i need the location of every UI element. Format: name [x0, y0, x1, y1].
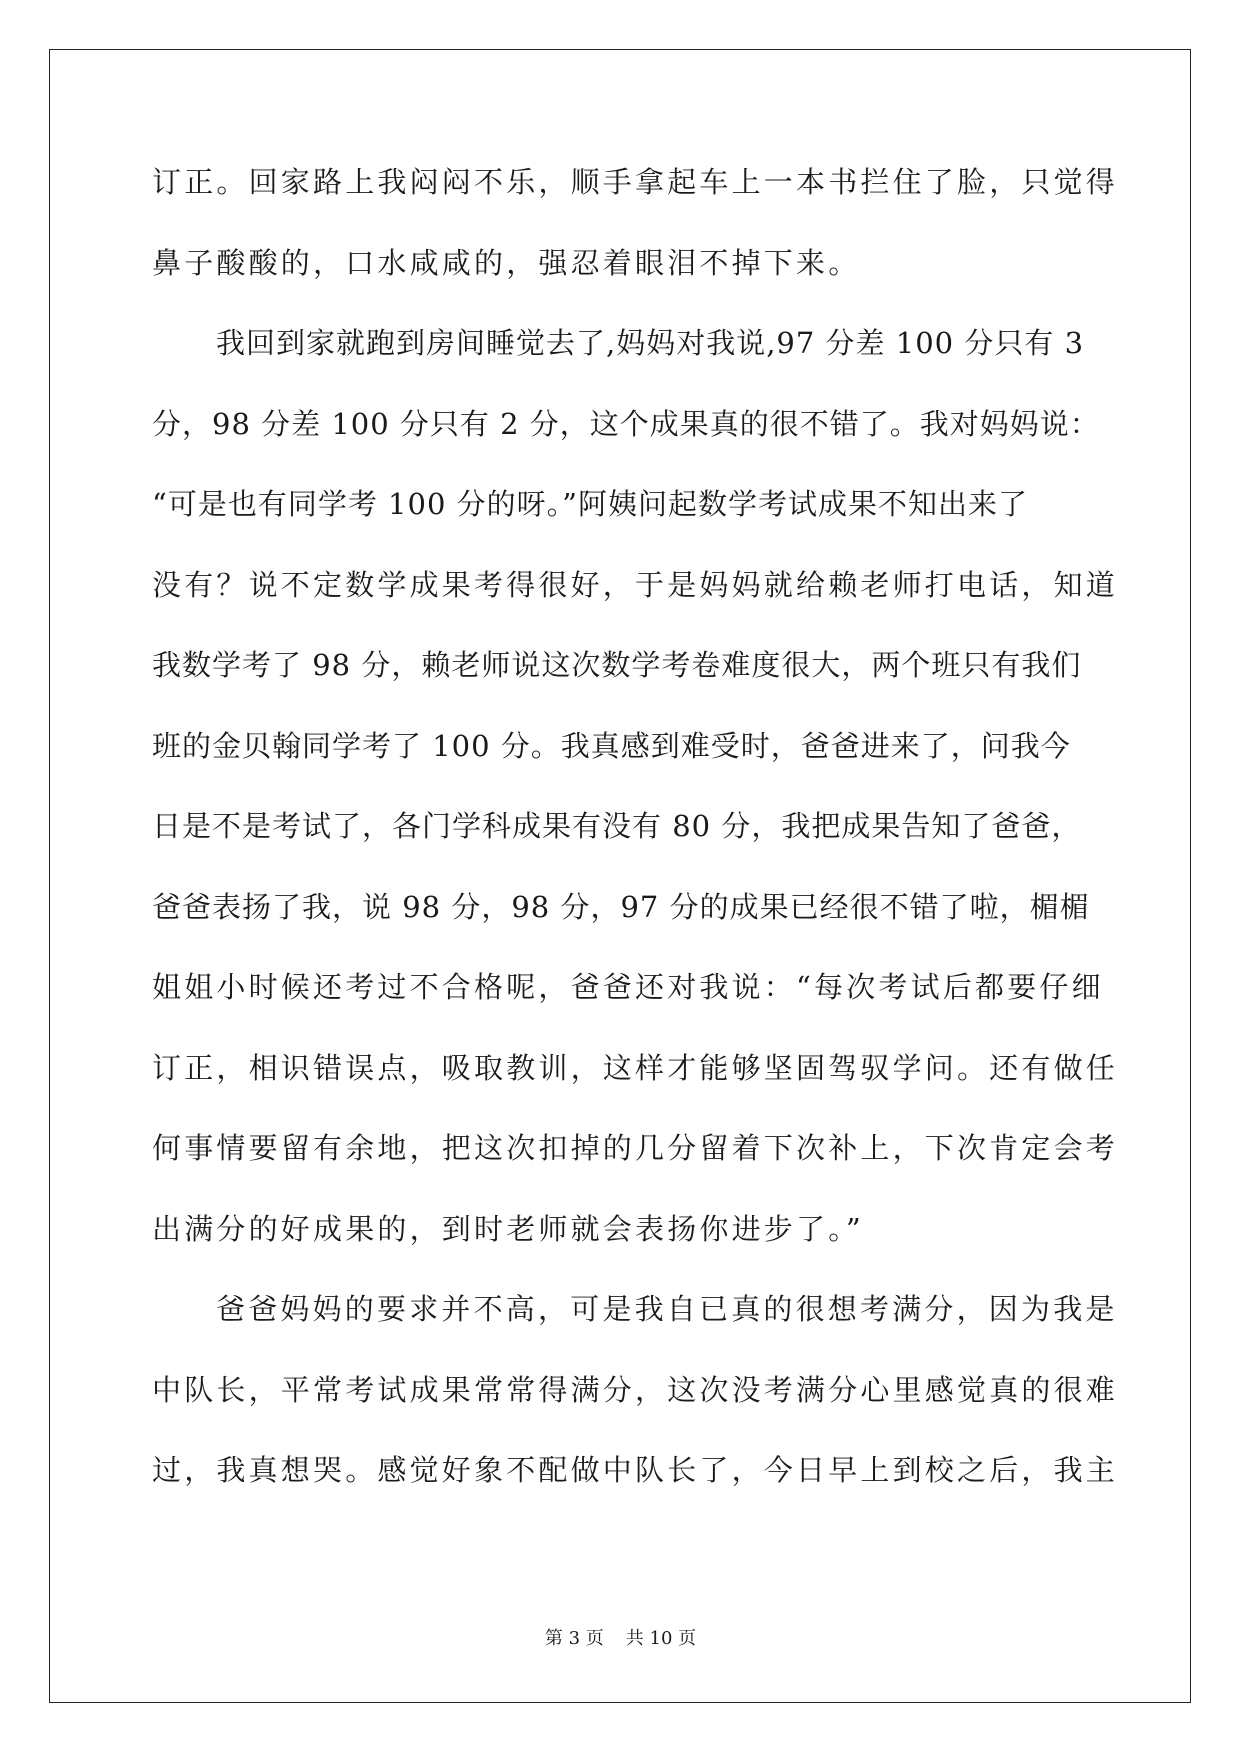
text-line: 订正。回家路上我闷闷不乐，顺手拿起车上一本书拦住了脸，只觉得	[152, 165, 1119, 199]
body-text	[152, 162, 1119, 1531]
text-line: 过，我真想哭。感觉好象不配做中队长了，今日早上到校之后，我主	[152, 1453, 1119, 1487]
text-line: 何事情要留有余地，把这次扣掉的几分留着下次补上，下次肯定会考	[152, 1131, 1119, 1165]
page-total: 共 10 页	[625, 1628, 697, 1649]
text-line: 班的金贝翰同学考了 100 分。我真感到难受时，爸爸进来了，问我今	[152, 728, 1071, 763]
text-line: 我数学考了 98 分，赖老师说这次数学考卷难度很大，两个班只有我们	[152, 648, 1082, 682]
text-line: “可是也有同学考 100 分的呀。”阿姨问起数学考试成果不知出来了	[152, 487, 1028, 521]
text-line: 鼻子酸酸的，口水咸咸的，强忍着眼泪不掉下来。	[152, 245, 861, 280]
text-line: 爸爸妈妈的要求并不高，可是我自已真的很想考满分，因为我是	[216, 1292, 1118, 1326]
text-line: 姐姐小时候还考过不合格呢，爸爸还对我说：“每次考试后都要仔细	[152, 970, 1104, 1004]
page-footer	[0, 1624, 1241, 1650]
text-line: 订正，相识错误点，吸取教训，这样才能够坚固驾驭学问。还有做任	[152, 1050, 1119, 1085]
text-line: 日是不是考试了，各门学科成果有没有 80 分，我把成果告知了爸爸，	[152, 809, 1082, 843]
text-line: 出满分的好成果的，到时老师就会表扬你进步了。”	[152, 1211, 864, 1246]
text-line: 爸爸表扬了我，说 98 分，98 分，97 分的成果已经很不错了啦，楣楣	[152, 889, 1090, 924]
text-line: 没有？说不定数学成果考得很好，于是妈妈就给赖老师打电话，知道	[152, 567, 1119, 602]
text-line: 中队长，平常考试成果常常得满分，这次没考满分心里感觉真的很难	[152, 1372, 1119, 1407]
text-line: 我回到家就跑到房间睡觉去了,妈妈对我说,97 分差 100 分只有 3	[216, 326, 1085, 360]
text-line: 分，98 分差 100 分只有 2 分，这个成果真的很不错了。我对妈妈说：	[152, 406, 1100, 441]
page-number: 第 3 页	[544, 1628, 604, 1649]
